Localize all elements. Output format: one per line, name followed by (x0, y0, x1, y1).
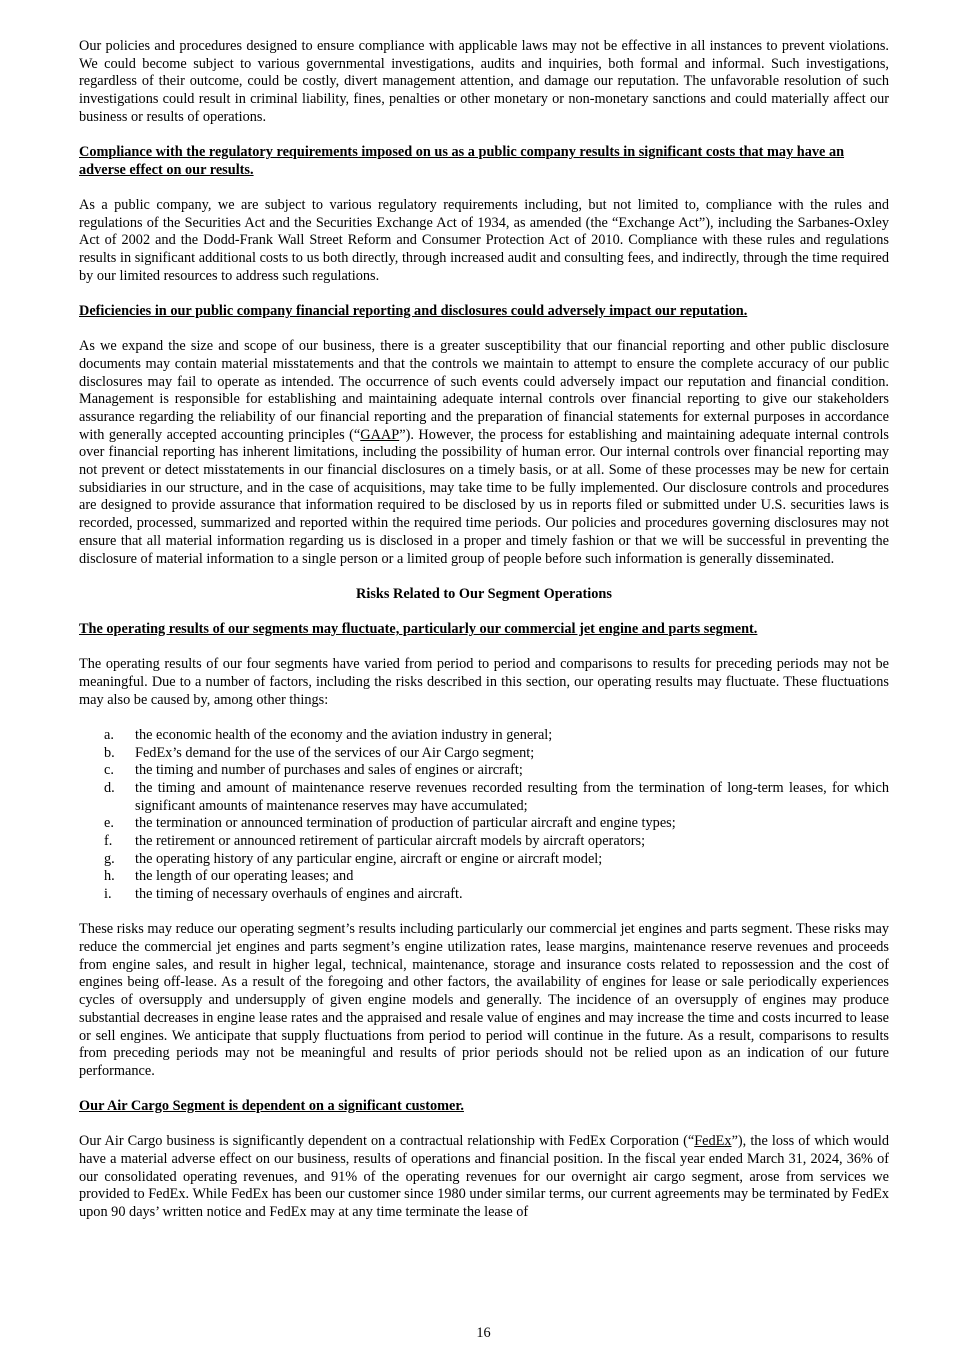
list-marker: f. (104, 833, 113, 850)
list-item-text: the timing and number of purchases and sales of engines or aircraft; (135, 762, 523, 779)
risk-heading-air-cargo-customer: Our Air Cargo Segment is dependent on a significant customer. (79, 1098, 464, 1115)
paragraph-compliance-policies: Our policies and procedures designed to ensure compliance with applicable laws may not be effective in all instances to prevent violations. We could become subject to various governmental investigations, audits and inquiries, both formal and informal. Such investigations, regardless of their outcome, could be costly, divert management attention, and damage our reputation. The unfavorable resolution of such investigations could result in criminal liability, fines, penalties or other monetary or non-monetary sanctions and could materially affect our business or results of operations. (79, 38, 889, 125)
list-item (104, 727, 889, 745)
risk-heading-regulatory-costs: Compliance with the regulatory requirements imposed on us as a public company results in significant costs that may have an adverse effect on our results. (79, 144, 845, 178)
paragraph-segment-risks: These risks may reduce our operating segment’s results including particularly our commercial jet engines and parts segment. These risks may reduce the commercial jet engines and parts segment’s engine utilization rates, lease margins, maintenance reserve revenues and proceeds from engine sales, and result in higher legal, technical, maintenance, storage and insurance costs related to repossession and the cost of engines being off-lease. As a result of the foregoing and other factors, the availability of engines for lease or sale periodically experiences cycles of oversupply and undersupply of given engine models and generally. The incidence of an oversupply of engines may produce substantial decreases in engine lease rates and the appraised and resale value of engines and may increase the time and costs incurred to lease or sell engines. We anticipate that supply fluctuations from period to period will continue in the future. As a result, comparisons to results from preceding periods may not be meaningful and results of prior periods should not be relied upon as an indication of our future performance. (79, 921, 889, 1079)
paragraph-financial-reporting (79, 338, 889, 568)
paragraph-operating-results: The operating results of our four segments have varied from period to period and comparisons to results for preceding periods may not be meaningful. Due to a number of factors, including the risks described in this section, our operating results may fluctuate. These fluctuations may also be caused by, among other things: (79, 656, 889, 708)
defined-term-gaap: GAAP (360, 426, 400, 443)
list-item-text: the operating history of any particular engine, aircraft or engine or aircraft model; (135, 850, 603, 867)
list-item-text: the termination or announced termination of production of particular aircraft and engine types; (135, 815, 676, 832)
list-item-text: the length of our operating leases; and (135, 868, 354, 885)
list-item-text: the timing and amount of maintenance reserve revenues recorded resulting from the termination of long-term leases, for which significant amounts of maintenance reserves may have accumulated; (135, 779, 889, 814)
list-item (104, 868, 889, 886)
list-marker: i. (104, 886, 112, 903)
paragraph-financial-reporting-part2: ”). However, the process for establishing and maintaining adequate internal controls over financial reporting has inherent limitations, including the possibility of human error. Our internal controls over financial reporting may not prevent or detect misstatements in our financial disclosures on a timely basis, or at all. Some of these processes may be new for certain subsidiaries in our structure, and in the case of acquisitions, may take time to be fully implemented. Our disclosure controls and procedures are designed to provide assurance that information required to be disclosed by us in reports filed or submitted under U.S. securities laws is recorded, processed, summarized and reported within the required time periods. Our policies and procedures governing disclosures may not ensure that all material information regarding us is disclosed in a proper and timely fashion or that we will be successful in preventing the disclosure of material information to a single person or a limited group of people before such information is generally disseminated. (79, 426, 889, 567)
list-item-text: the economic health of the economy and the aviation industry in general; (135, 726, 553, 743)
list-item (104, 833, 889, 851)
list-item-text: the retirement or announced retirement of particular aircraft models by aircraft operators; (135, 833, 646, 850)
list-marker: h. (104, 868, 115, 885)
section-heading-segment-operations: Risks Related to Our Segment Operations (356, 585, 612, 602)
list-item (104, 745, 889, 763)
list-marker: e. (104, 815, 114, 832)
list-item-text: the timing of necessary overhauls of engines and aircraft. (135, 886, 463, 903)
list-marker: b. (104, 744, 115, 761)
paragraph-air-cargo-part2: ”), the loss of which would have a material adverse effect on our business, results of operations and financial position. In the fiscal year ended March 31, 2024, 36% of our consolidated operating revenues, and 91% of the operating revenues for our overnight air cargo segment, arose from services we provided to FedEx. While FedEx has been our customer since 1980 under similar terms, our current agreements may be terminated by FedEx upon 90 days’ written notice and FedEx may at any time terminate the lease of (79, 1133, 889, 1221)
list-item (104, 780, 889, 815)
list-item (104, 815, 889, 833)
list-marker: d. (104, 779, 115, 796)
document-page (79, 38, 889, 1222)
list-item (104, 851, 889, 869)
list-item (104, 886, 889, 904)
defined-term-fedex: FedEx (694, 1133, 732, 1150)
list-item-text: FedEx’s demand for the use of the services of our Air Cargo segment; (135, 744, 535, 761)
page-number: 16 (476, 1325, 491, 1341)
list-item (104, 762, 889, 780)
list-marker: c. (104, 762, 114, 779)
risk-heading-segment-fluctuation: The operating results of our segments may fluctuate, particularly our commercial jet engine and parts segment. (79, 620, 758, 637)
paragraph-financial-reporting-part1: As we expand the size and scope of our business, there is a greater susceptibility that our financial reporting and other public disclosure documents may contain material misstatements and that the controls we maintain to attempt to ensure the complete accuracy of our public disclosures may fail to operate as intended. The occurrence of such events could adversely impact our reputation and financial condition. Management is responsible for establishing and maintaining adequate internal controls over financial reporting to give our stakeholders assurance regarding the reliability of our financial reporting and the preparation of financial statements for external purposes in accordance with generally accepted accounting principles (“ (79, 338, 889, 443)
paragraph-public-company-requirements: As a public company, we are subject to various regulatory requirements including, but not limited to, compliance with the rules and regulations of the Securities Act and the Securities Exchange Act of 1934, as amended (the “Exchange Act”), including the Sarbanes-Oxley Act of 2002 and the Dodd-Frank Wall Street Reform and Consumer Protection Act of 2010. Compliance with these rules and regulations results in significant additional costs to us both directly, through increased audit and consulting fees, and indirectly, through the time required by our limited resources to address such regulations. (79, 196, 889, 284)
list-marker: g. (104, 850, 115, 867)
paragraph-air-cargo-part1: Our Air Cargo business is significantly dependent on a contractual relationship with FedEx Corporation (“ (79, 1133, 695, 1150)
list-marker: a. (104, 726, 114, 743)
paragraph-air-cargo-fedex (79, 1133, 889, 1222)
fluctuation-factors-list (79, 727, 889, 904)
risk-heading-reporting-deficiencies: Deficiencies in our public company financial reporting and disclosures could adversely impact our reputation. (79, 302, 748, 319)
